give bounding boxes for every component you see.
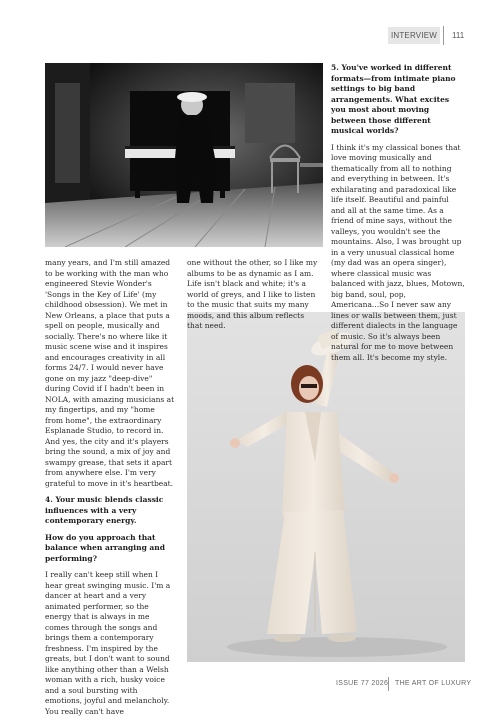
page-number: 111 bbox=[452, 31, 465, 40]
section-tag: INTERVIEW bbox=[388, 27, 440, 44]
footer-brand: THE ART OF LUXURY bbox=[395, 680, 472, 687]
footer-divider bbox=[388, 677, 389, 691]
question-heading: How do you approach that balance when arranging and performing? bbox=[45, 532, 165, 563]
body-paragraph: one without the other, so I like my albums to be as dynamic as I am. Life isn't black and white; it's a world of greys, and I like to listen to the music that suits my many moods, and this album reflects that need. bbox=[187, 258, 318, 330]
article-column-right bbox=[331, 63, 465, 369]
body-paragraph: I really can't keep still when I hear great swinging music. I'm a dancer at heart and a very animated performer, so the energy that is always in me comes through the songs and brings them a contemporary freshness. I'm inspired by the greats, but I don't want to sound like anything other than a Welsh woman with a rich, husky voice and a soul bursting with emotions, joyful and melancholy. You really can't have bbox=[45, 570, 171, 716]
piano-portrait-photo bbox=[45, 63, 323, 247]
article-column-middle bbox=[187, 258, 319, 338]
header-divider bbox=[443, 26, 444, 45]
body-paragraph: I think it's my classical bones that love moving musically and thematically from all to nothing and everything in between. It's exhilarating and paradoxical like life itself. Beautiful and painful and all at the same time. As a friend of mine says, without the valleys, you wouldn't see the mountains. Also, I was brought up in a very unusual classical home (my dad was an opera singer), where classical music was balanced with jazz, blues, Motown, big band, soul, pop, Americana...So I never saw any lines or walls between them, just different dialects in the language of music. So it's always been natural for me to move between them all. It's become my style. bbox=[331, 142, 465, 362]
article-column-left bbox=[45, 258, 175, 723]
question-heading: 4. Your music blends classic influences with a very contemporary energy. bbox=[45, 495, 164, 525]
footer-issue: ISSUE 77 2026 bbox=[336, 680, 389, 687]
body-paragraph: many years, and I'm still amazed to be working with the man who engineered Stevie Wonder's 'Songs in the Key of Life' (my childhood obsession). We met in New Orleans, a place that puts a spell on people, musically and socially. There's no where like it music scene wise and it inspires and encourages creativity in all forms 24/7. I would never have gone on my jazz "deep-dive" during Covid if I hadn't been in NOLA, with amazing musicians at my fingertips, and my "home from home", the extraordinary Esplanade Studio, to record in. And yes, the city and it's players bring the sound, a mix of joy and swampy grease, that sets it apart from anywhere else. I'm very grateful to move in it's heartbeat. bbox=[45, 258, 175, 488]
question-heading: 5. You've worked in different formats—from intimate piano settings to big band arrangements. What excites you most about moving between those different musical worlds? bbox=[331, 63, 456, 135]
